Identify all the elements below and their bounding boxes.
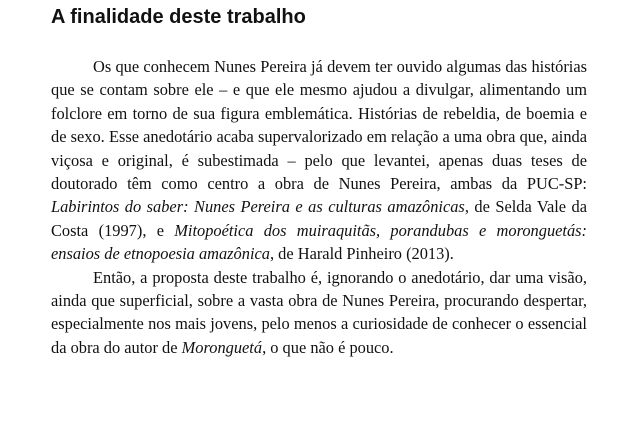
paragraph-1-text-2: , de Selda Vale da Costa (1997), e xyxy=(51,197,587,240)
thesis-title-2: Mitopoética dos muiraquitãs, porandubas e moronguetás: ensaios de etnopoesia amazônica xyxy=(51,220,587,264)
book-title: Moronguetá xyxy=(181,337,263,357)
thesis-title-1: Labirintos do saber: Nunes Pereira e as culturas amazônicas xyxy=(51,197,465,217)
paragraph-1 xyxy=(51,55,587,266)
paragraph-1-text-1: Os que conhecem Nunes Pereira já devem ter ouvido algumas das histórias que se contam sobre ele – e que ele mesmo ajudou a divulgar, alimentando um folclore em torno de sua figura emblemática. Histórias de rebeldia, de boemia e de sexo. Esse anedotário acaba supervalorizado em relação a uma obra que, ainda viçosa e original, é subestimada – pelo que levantei, apenas duas teses de doutorado têm como centro a obra de Nunes Pereira, ambas da PUC-SP: xyxy=(51,57,587,194)
paragraph-1-text-3: , de Harald Pinheiro (2013). xyxy=(269,244,454,264)
section-heading: A finalidade deste trabalho xyxy=(51,6,306,28)
paragraph-2-text-1: Então, a proposta deste trabalho é, ignorando o anedotário, dar uma visão, ainda que superficial, sobre a vasta obra de Nunes Pereira, procurando despertar, especialmente nos mais jovens, pelo menos a curiosidade de conhecer o essencial da obra do autor de xyxy=(51,267,587,357)
body-text xyxy=(51,55,587,359)
paragraph-2 xyxy=(51,266,587,360)
paragraph-2-text-2: , o que não é pouco. xyxy=(262,337,394,357)
